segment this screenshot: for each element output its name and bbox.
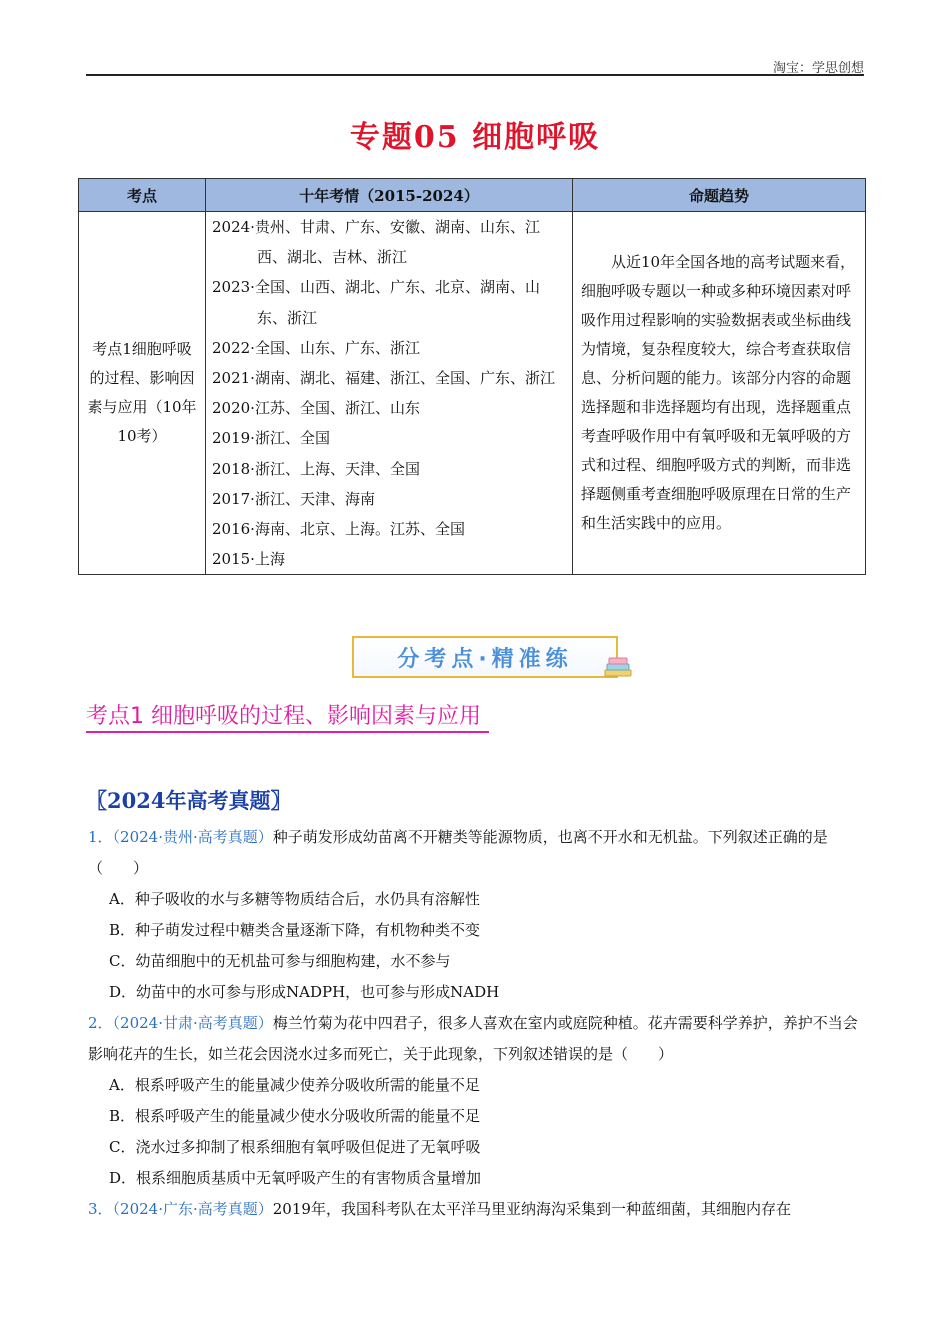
option-c: C．浇水过多抑制了根系细胞有氧呼吸但促进了无氧呼吸 xyxy=(109,1138,481,1156)
question-source: （2024·贵州·高考真题） xyxy=(112,828,273,846)
year-line: 2018·浙江、上海、天津、全国 xyxy=(212,459,420,478)
table-header-row xyxy=(79,179,866,212)
year-line: 2024·贵州、甘肃、广东、安徽、湖南、山东、江西、湖北、吉林、浙江 xyxy=(212,218,540,267)
question-stem xyxy=(88,1194,864,1225)
option-a: A．种子吸收的水与多糖等物质结合后，水仍具有溶解性 xyxy=(109,890,480,908)
option-d: D．幼苗中的水可参与形成NADPH，也可参与形成NADH xyxy=(109,983,500,1001)
question-item xyxy=(88,1008,864,1194)
year-heading: 〖2024年高考真题〗 xyxy=(86,788,292,813)
question-text: 2019年，我国科考队在太平洋马里亚纳海沟采集到一种蓝细菌，其细胞内存在 xyxy=(272,1200,791,1218)
trend-cell: 从近10年全国各地的高考试题来看，细胞呼吸专题以一种或多种环境因素对呼吸作用过程影响的实验数据表或坐标曲线为情境，复杂程度较大，综合考查获取信息、分析问题的能力。该部分内容的命题选择题和非选择题均有出现，选择题重点考查呼吸作用中有氧呼吸和无氧呼吸的方式和过程、细胞呼吸方式的判断，而非选择题侧重考查细胞呼吸原理在日常的生产和生活实践中的应用。 xyxy=(573,212,866,575)
option-a: A．根系呼吸产生的能量减少使养分吸收所需的能量不足 xyxy=(109,1076,480,1094)
option-d: D．根系细胞质基质中无氧呼吸产生的有害物质含量增加 xyxy=(109,1169,482,1187)
question-number: 1． xyxy=(88,828,113,846)
question-stem xyxy=(88,1008,864,1070)
overview-table xyxy=(78,178,866,575)
year-line: 2021·湖南、湖北、福建、浙江、全国、广东、浙江 xyxy=(212,369,555,388)
question-item xyxy=(88,1194,864,1225)
topic-cell: 考点1细胞呼吸的过程、影响因素与应用（10年10考） xyxy=(79,212,206,575)
year-line: 2022·全国、山东、广东、浙江 xyxy=(212,338,420,357)
question-number: 2． xyxy=(88,1014,113,1032)
question-list xyxy=(88,822,864,1225)
table-header-topic: 考点 xyxy=(79,179,206,212)
option-c: C．幼苗细胞中的无机盐可参与细胞构建，水不参与 xyxy=(109,952,451,970)
books-icon xyxy=(603,656,633,678)
question-source: （2024·广东·高考真题） xyxy=(112,1200,273,1218)
table-row xyxy=(79,212,866,575)
exam-history-cell xyxy=(206,212,573,575)
header-divider xyxy=(86,74,864,76)
question-source: （2024·甘肃·高考真题） xyxy=(112,1014,273,1032)
question-item xyxy=(88,822,864,1008)
year-line: 2020·江苏、全国、浙江、山东 xyxy=(212,399,420,418)
year-line: 2023·全国、山西、湖北、广东、北京、湖南、山东、浙江 xyxy=(212,278,540,327)
page-title: 专题05 细胞呼吸 xyxy=(349,120,601,155)
header-source-text: 淘宝：学思创想 xyxy=(772,61,864,76)
year-line: 2015·上海 xyxy=(212,550,285,569)
year-line: 2019·浙江、全国 xyxy=(212,429,330,448)
question-text: 梅兰竹菊为花中四君子，很多人喜欢在室内或庭院种植。花卉需要科学养护，养护不当会影响花卉的生长，如兰花会因浇水过多而死亡，关于此现象，下列叙述错误的是（ ） xyxy=(88,1014,858,1063)
option-b: B．种子萌发过程中糖类含量逐渐下降，有机物种类不变 xyxy=(109,921,481,939)
year-line: 2016·海南、北京、上海。江苏、全国 xyxy=(212,520,465,539)
table-header-trend: 命题趋势 xyxy=(573,179,866,212)
question-text: 种子萌发形成幼苗离不开糖类等能源物质，也离不开水和无机盐。下列叙述正确的是（ ） xyxy=(88,828,828,877)
option-b: B．根系呼吸产生的能量减少使水分吸收所需的能量不足 xyxy=(109,1107,481,1125)
section-heading: 考点1 细胞呼吸的过程、影响因素与应用 xyxy=(86,699,489,733)
year-line: 2017·浙江、天津、海南 xyxy=(212,489,375,508)
practice-banner: 分考点·精准练 xyxy=(352,636,618,678)
question-number: 3． xyxy=(88,1200,113,1218)
table-header-history: 十年考情（2015-2024） xyxy=(206,179,573,212)
question-stem xyxy=(88,822,864,884)
